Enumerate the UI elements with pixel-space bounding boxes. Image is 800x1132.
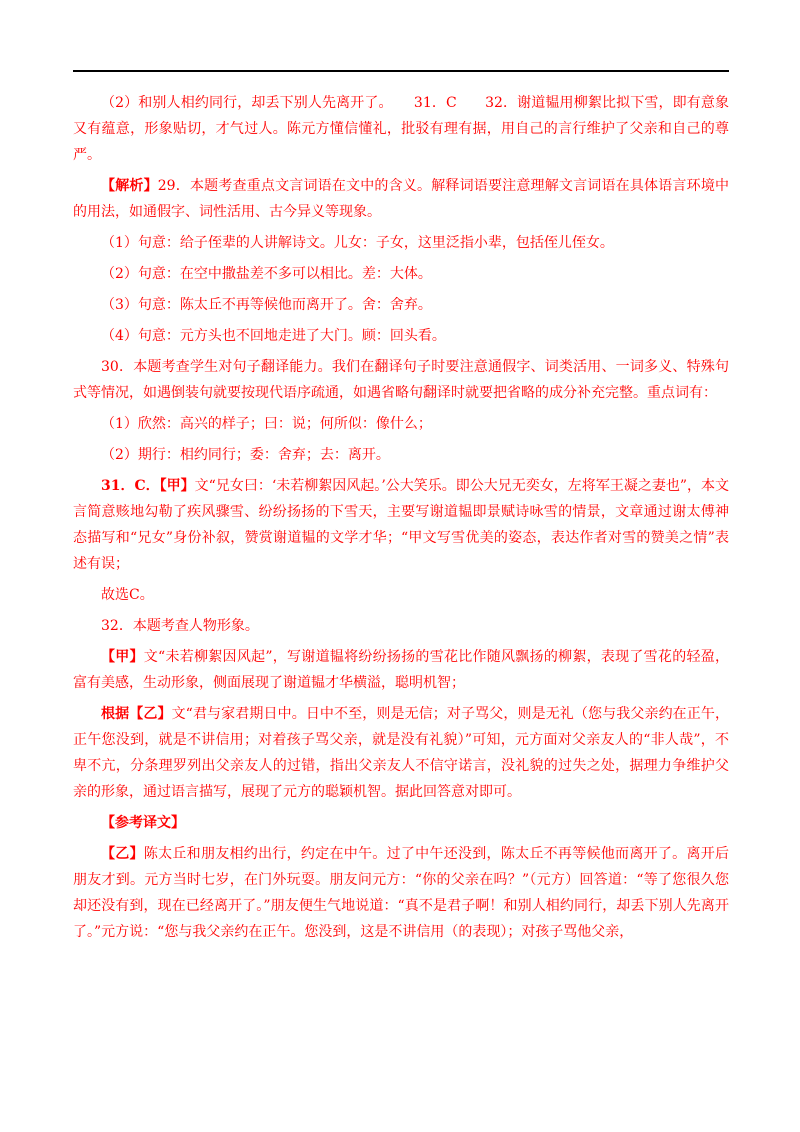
- paragraph-text: 32．本题考查人物形象。: [101, 618, 259, 634]
- answer-content: [73, 90, 729, 950]
- paragraph: [73, 582, 729, 608]
- paragraph-text: 文“君与家君期日中。日中不至，则是无信；对子骂父，则是无礼（您与我父亲约在正午，正午您没到，就是不讲信用；对着孩子骂父亲，就是没有礼貌）”可知，元方面对父亲友人的“非人哉”，不卑不亢，分条理罗列出父亲友人的过错，指出父亲友人不信守诺言，没礼貌的过失之处，据理力争维护父亲的形象，通过语言描写，展现了元方的聪颖机智。据此回答意对即可。: [73, 706, 730, 800]
- paragraph-lead: 根据【乙】: [101, 706, 172, 722]
- paragraph-text: （4）句意：元方头也不回地走进了大门。顾：回头看。: [101, 328, 446, 344]
- paragraph: [73, 354, 729, 406]
- paragraph-text: （2）和别人相约同行，却丢下别人先离开了。 31．C 32．谢道韫用柳絮比拟下雪，即有意象又有蕴意，形象贴切，才气过人。陈元方懂信懂礼，批驳有理有据，用自己的言行维护了父亲和自己的尊严。: [73, 95, 729, 163]
- paragraph: [73, 261, 729, 287]
- paragraph: [73, 230, 729, 256]
- paragraph: [73, 644, 729, 696]
- header-rule: [73, 70, 729, 72]
- paragraph-text: 文“未若柳絮因风起”，写谢道韫将纷纷扬扬的雪花比作随风飘扬的柳絮，表现了雪花的轻盈，富有美感，生动形象，侧面展现了谢道韫才华横溢，聪明机智；: [73, 649, 729, 691]
- paragraph-lead: 【甲】: [101, 649, 144, 665]
- paragraph-text: （3）句意：陈太丘不再等候他而离开了。舍：舍弃。: [101, 297, 432, 313]
- paragraph-lead: 31．C．【甲】: [101, 478, 195, 494]
- paragraph: [73, 473, 729, 577]
- paragraph-text: （2）句意：在空中撒盐差不多可以相比。差：大体。: [101, 266, 432, 282]
- paragraph: [73, 701, 729, 805]
- paragraph: [73, 442, 729, 468]
- paragraph-text: 30．本题考查学生对句子翻译能力。我们在翻译句子时要注意通假字、词类活用、一词多义、特殊句式等情况，如遇倒装句就要按现代语序疏通，如遇省略句翻译时就要把省略的成分补充完整。重点词有：: [73, 359, 729, 401]
- paragraph-text: （2）期行：相约同行；委：舍弃；去：离开。: [101, 447, 390, 463]
- paragraph: [73, 411, 729, 437]
- paragraph: [73, 613, 729, 639]
- paragraph-text: （1）欣然：高兴的样子；曰：说；何所似：像什么；: [101, 416, 432, 432]
- paragraph: [73, 841, 729, 945]
- paragraph: [73, 323, 729, 349]
- paragraph-lead: 【解析】: [101, 178, 158, 194]
- paragraph-text: 陈太丘和朋友相约出行，约定在中午。过了中午还没到，陈太丘不再等候他而离开了。离开后朋友才到。元方当时七岁，在门外玩耍。朋友问元方：“你的父亲在吗？”（元方）回答道：“等了您很久您却还没有到，现在已经离开了。”朋友便生气地说道：“真不是君子啊！和别人相约同行，却丢下别人先离开了。”元方说：“您与我父亲约在正午。您没到，这是不讲信用（的表现）；对孩子骂他父亲，: [73, 846, 730, 940]
- paragraph-lead: 【参考译文】: [101, 815, 185, 831]
- paragraph: [73, 90, 729, 168]
- paragraph-text: 29．本题考查重点文言词语在文中的含义。解释词语要注意理解文言词语在具体语言环境中的用法，如通假字、词性活用、古今异义等现象。: [73, 178, 730, 220]
- paragraph: [73, 292, 729, 318]
- paragraph-lead: 【乙】: [101, 846, 144, 862]
- paragraph: [73, 173, 729, 225]
- paragraph-text: 故选C。: [101, 587, 154, 603]
- paragraph: [73, 810, 729, 836]
- paragraph-text: 文“兄女曰：‘未若柳絮因风起。’公大笑乐。即公大兄无奕女，左将军王凝之妻也”，本文言简意赅地勾勒了疾风骤雪、纷纷扬扬的下雪天，主要写谢道韫即景赋诗咏雪的情景，文章通过谢太傅神态描写和“兄女”身份补叙，赞赏谢道韫的文学才华；“甲文写雪优美的姿态，表达作者对雪的赞美之情”表述有误；: [73, 478, 730, 572]
- paragraph-text: （1）句意：给子侄辈的人讲解诗文。儿女：子女，这里泛指小辈，包括侄儿侄女。: [101, 235, 614, 251]
